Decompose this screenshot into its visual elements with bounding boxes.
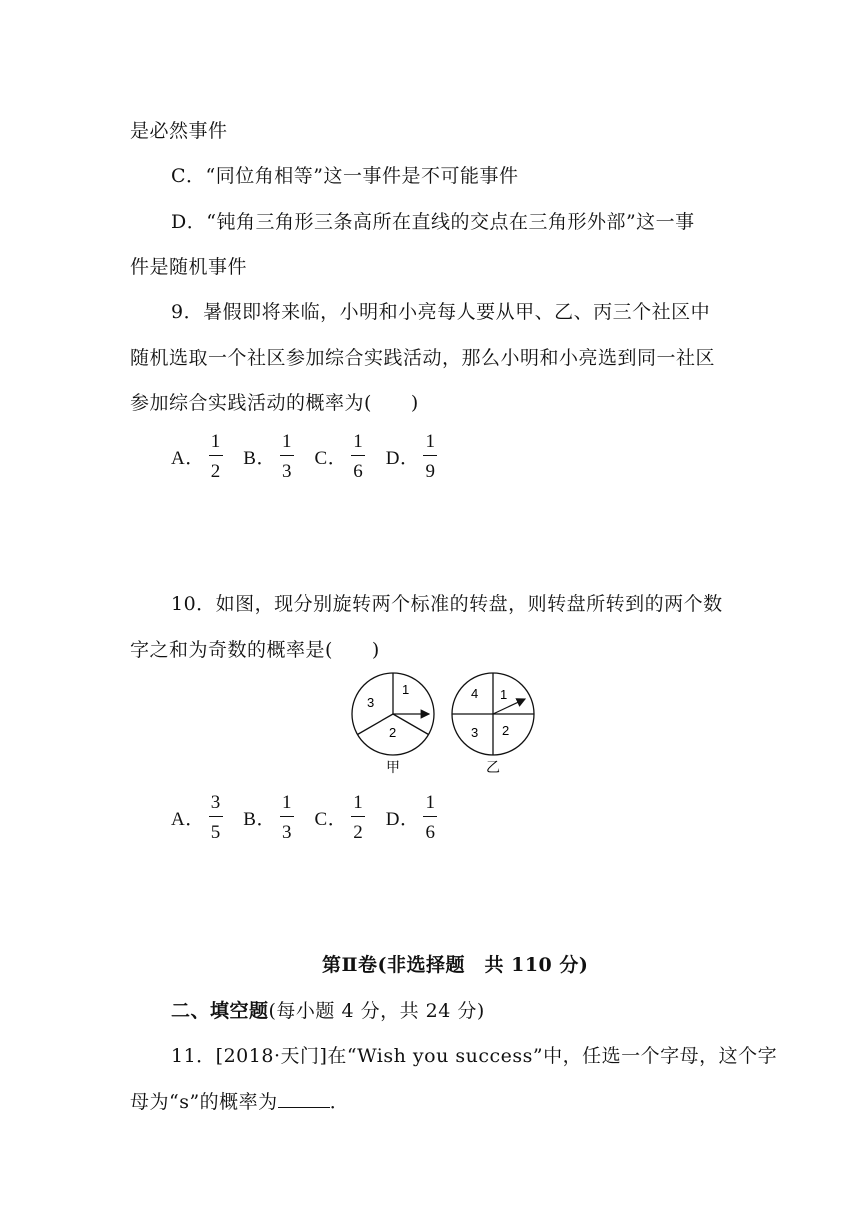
spinner-jia: [352, 673, 434, 776]
q10-options: [171, 793, 451, 842]
q10-stem-line2: 字之和为奇数的概率是( ): [130, 639, 380, 661]
q11-stem-line2: [130, 1087, 349, 1114]
q10-option-a: A． $\frac{3}{5}$: [171, 792, 221, 843]
spinner-jia-sector-3: 3: [367, 695, 375, 710]
spinner-yi: [452, 673, 534, 776]
q9-option-c: C． $\frac{1}{6}$: [314, 431, 364, 482]
q11-stem-line1: 11．[2018·天门]在“Wish you success”中，任选一个字母，这个字: [171, 1045, 778, 1067]
q9-stem-line1: 9．暑假即将来临，小明和小亮每人要从甲、乙、丙三个社区中: [171, 301, 711, 323]
q9-option-a: A． $\frac{1}{2}$: [171, 431, 221, 482]
q9-stem-line3: 参加综合实践活动的概率为( ): [130, 392, 419, 414]
q10-option-d: D． $\frac{1}{6}$: [385, 792, 436, 843]
q11-stem-text: 母为“s”的概率为: [130, 1091, 278, 1113]
fill-in-heading-note: (每小题 4 分，共 24 分): [268, 1000, 485, 1022]
q10-stem-line1: 10．如图，现分别旋转两个标准的转盘，则转盘所转到的两个数: [171, 593, 723, 615]
spinner-yi-sector-3: 3: [471, 725, 479, 740]
q9-stem-line2: 随机选取一个社区参加综合实践活动，那么小明和小亮选到同一社区: [130, 347, 716, 369]
spinner-yi-sector-4: 4: [471, 686, 479, 701]
q11-period: ．: [329, 1091, 350, 1113]
spinner-yi-label: 乙: [486, 760, 500, 776]
q9-option-b: B． $\frac{1}{3}$: [243, 431, 292, 482]
q8-option-d-line2: 件是随机事件: [130, 256, 248, 278]
q8-continuation: 是必然事件: [130, 120, 228, 142]
q9-options: [171, 432, 451, 481]
q9-option-d: D． $\frac{1}{9}$: [385, 431, 436, 482]
q10-option-b: B． $\frac{1}{3}$: [243, 792, 292, 843]
q8-option-c: C．“同位角相等”这一事件是不可能事件: [171, 165, 519, 187]
fill-in-heading-label: 二、填空题: [171, 1000, 269, 1022]
spinner-jia-sector-1: 1: [402, 682, 410, 697]
spinner-jia-sector-2: 2: [389, 725, 397, 740]
spinner-figure: [345, 672, 545, 780]
spinner-yi-sector-2: 2: [502, 723, 510, 738]
spinner-yi-pointer: [493, 699, 525, 714]
spinner-jia-label: 甲: [386, 760, 400, 776]
section-2-title: 第Ⅱ卷(非选择题 共 110 分): [322, 954, 589, 976]
q10-option-c: C． $\frac{1}{2}$: [314, 792, 364, 843]
spinner-yi-sector-1: 1: [500, 687, 508, 702]
q8-option-d-line1: D．“钝角三角形三条高所在直线的交点在三角形外部”这一事: [171, 211, 695, 233]
fill-in-heading: [171, 996, 485, 1023]
q11-answer-blank[interactable]: [278, 1089, 330, 1108]
